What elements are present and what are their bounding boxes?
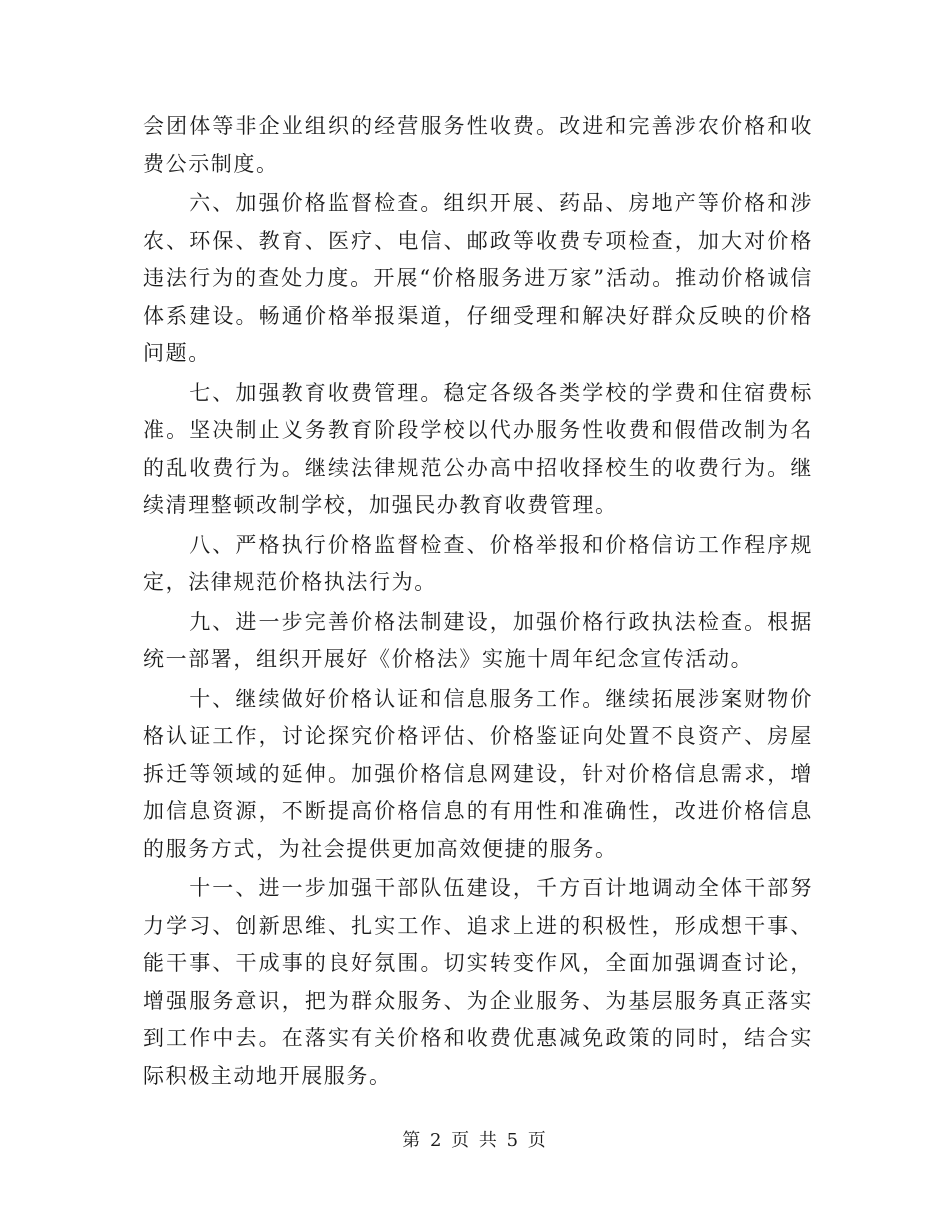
- paragraph-item-6: 六、加强价格监督检查。组织开展、药品、房地产等价格和涉农、环保、教育、医疗、电信、邮政等收费专项检查，加大对价格违法行为的查处力度。开展“价格服务进万家”活动。推动价格诚信体系建设。畅通价格举报渠道，仔细受理和解决好群众反映的价格问题。: [143, 191, 813, 365]
- paragraph-item-7: 七、加强教育收费管理。稳定各级各类学校的学费和住宿费标准。坚决制止义务教育阶段学校以代办服务性收费和假借改制为名的乱收费行为。继续法律规范公办高中招收择校生的收费行为。继续清理整顿改制学校，加强民办教育收费管理。: [143, 380, 813, 517]
- document-body: [143, 108, 813, 1097]
- paragraph-continuation: 会团体等非企业组织的经营服务性收费。改进和完善涉农价格和收费公示制度。: [143, 114, 813, 176]
- paragraph-item-8: 八、严格执行价格监督检查、价格举报和价格信访工作程序规定，法律规范价格执法行为。: [143, 532, 813, 594]
- paragraph-item-11: 十一、进一步加强干部队伍建设，千方百计地调动全体干部努力学习、创新思维、扎实工作、追求上进的积极性，形成想干事、能干事、干成事的良好氛围。切实转变作风，全面加强调查讨论，增强服务意识，把为群众服务、为企业服务、为基层服务真正落实到工作中去。在落实有关价格和收费优惠减免政策的同时，结合实际积极主动地开展服务。: [143, 876, 813, 1088]
- paragraph-item-9: 九、进一步完善价格法制建设，加强价格行政执法检查。根据统一部署，组织开展好《价格法》实施十周年纪念宣传活动。: [143, 609, 813, 671]
- page-number-footer: 第 2 页 共 5 页: [402, 1130, 548, 1151]
- paragraph-item-10: 十、继续做好价格认证和信息服务工作。继续拓展涉案财物价格认证工作，讨论探究价格评估、价格鉴证向处置不良资产、房屋拆迁等领域的延伸。加强价格信息网建设，针对价格信息需求，增加信息资源，不断提高价格信息的有用性和准确性，改进价格信息的服务方式，为社会提供更加高效便捷的服务。: [143, 686, 813, 861]
